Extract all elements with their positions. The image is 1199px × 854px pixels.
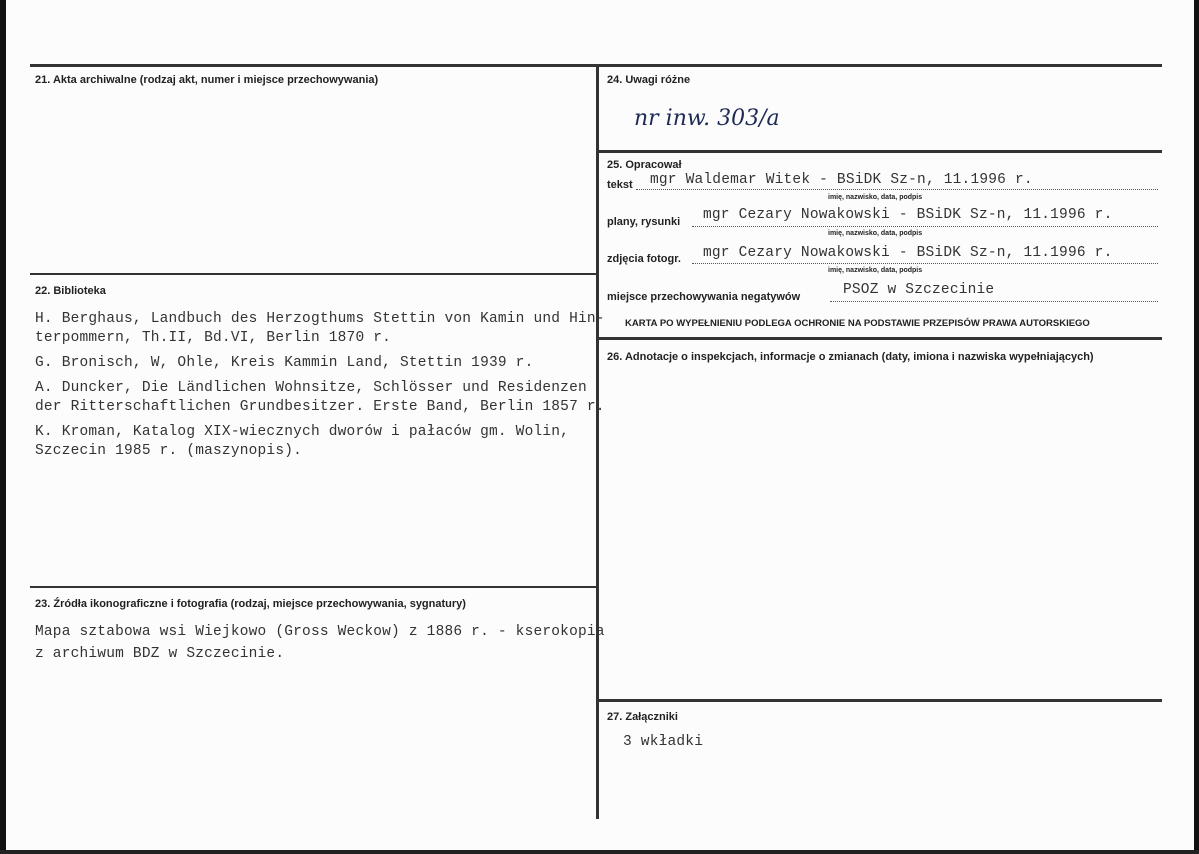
bibliography-line: Szczecin 1985 r. (maszynopis).: [35, 443, 303, 459]
rule-24-25: [597, 150, 1162, 153]
card-edge-left: [0, 0, 6, 854]
section-25-label: 25. Opracował: [607, 159, 682, 171]
rule-21-22: [30, 273, 597, 275]
bibliography-line: K. Kroman, Katalog XIX-wiecznych dworów i pałaców gm. Wolin,: [35, 424, 570, 440]
negatywy-dotted-line: [830, 301, 1158, 302]
bibliography-line: H. Berghaus, Landbuch des Herzogthums Stettin von Kamin und Hin-: [35, 311, 605, 327]
plany-hint: imię, nazwisko, data, podpis: [828, 230, 923, 237]
section-21-label: 21. Akta archiwalne (rodzaj akt, numer i miejsce przechowywania): [35, 74, 379, 86]
zdjecia-value: mgr Cezary Nowakowski - BSiDK Sz-n, 11.1996 r.: [703, 245, 1113, 261]
bibliography-line: terpommern, Th.II, Bd.VI, Berlin 1870 r.: [35, 330, 392, 346]
zdjecia-hint: imię, nazwisko, data, podpis: [828, 267, 923, 274]
handwritten-inventory-number: nr inw. 303/a: [634, 106, 780, 131]
bibliography-line: der Ritterschaftlichen Grundbesitzer. Erste Band, Berlin 1857 r.: [35, 399, 605, 415]
rule-25-26: [597, 337, 1162, 340]
tekst-label: tekst: [607, 179, 633, 191]
section-26-label: 26. Adnotacje o inspekcjach, informacje o zmianach (daty, imiona i nazwiska wypełniających): [607, 351, 1094, 363]
card-edge-right: [1194, 0, 1199, 854]
negatywy-label: miejsce przechowywania negatywów: [607, 291, 801, 303]
card-edge-bottom: [0, 850, 1199, 854]
section-27-label: 27. Załączniki: [607, 711, 678, 723]
section-22-label: 22. Biblioteka: [35, 285, 106, 297]
tekst-dotted-line: [636, 189, 1158, 190]
attachments-value: 3 wkładki: [623, 734, 704, 750]
plany-dotted-line: [692, 226, 1158, 227]
copyright-notice: KARTA PO WYPEŁNIENIU PODLEGA OCHRONIE NA PODSTAWIE PRZEPISÓW PRAWA AUTORSKIEGO: [625, 318, 1090, 329]
tekst-hint: imię, nazwisko, data, podpis: [828, 194, 923, 201]
iconography-line: z archiwum BDZ w Szczecinie.: [35, 646, 285, 662]
negatywy-value: PSOZ w Szczecinie: [843, 282, 995, 298]
zdjecia-dotted-line: [692, 263, 1158, 264]
center-divider: [596, 64, 599, 819]
bibliography-line: A. Duncker, Die Ländlichen Wohnsitze, Schlösser und Residenzen: [35, 380, 587, 396]
rule-26-27: [597, 699, 1162, 702]
plany-label: plany, rysunki: [607, 216, 681, 228]
iconography-line: Mapa sztabowa wsi Wiejkowo (Gross Weckow) z 1886 r. - kserokopia: [35, 624, 605, 640]
plany-value: mgr Cezary Nowakowski - BSiDK Sz-n, 11.1996 r.: [703, 207, 1113, 223]
bibliography-line: G. Bronisch, W, Ohle, Kreis Kammin Land, Stettin 1939 r.: [35, 355, 534, 371]
zdjecia-label: zdjęcia fotogr.: [607, 253, 681, 265]
section-23-label: 23. Źródła ikonograficzne i fotografia (rodzaj, miejsce przechowywania, sygnatury): [35, 598, 466, 610]
rule-22-23: [30, 586, 597, 588]
section-24-label: 24. Uwagi różne: [607, 74, 691, 86]
tekst-value: mgr Waldemar Witek - BSiDK Sz-n, 11.1996 r.: [650, 172, 1033, 188]
